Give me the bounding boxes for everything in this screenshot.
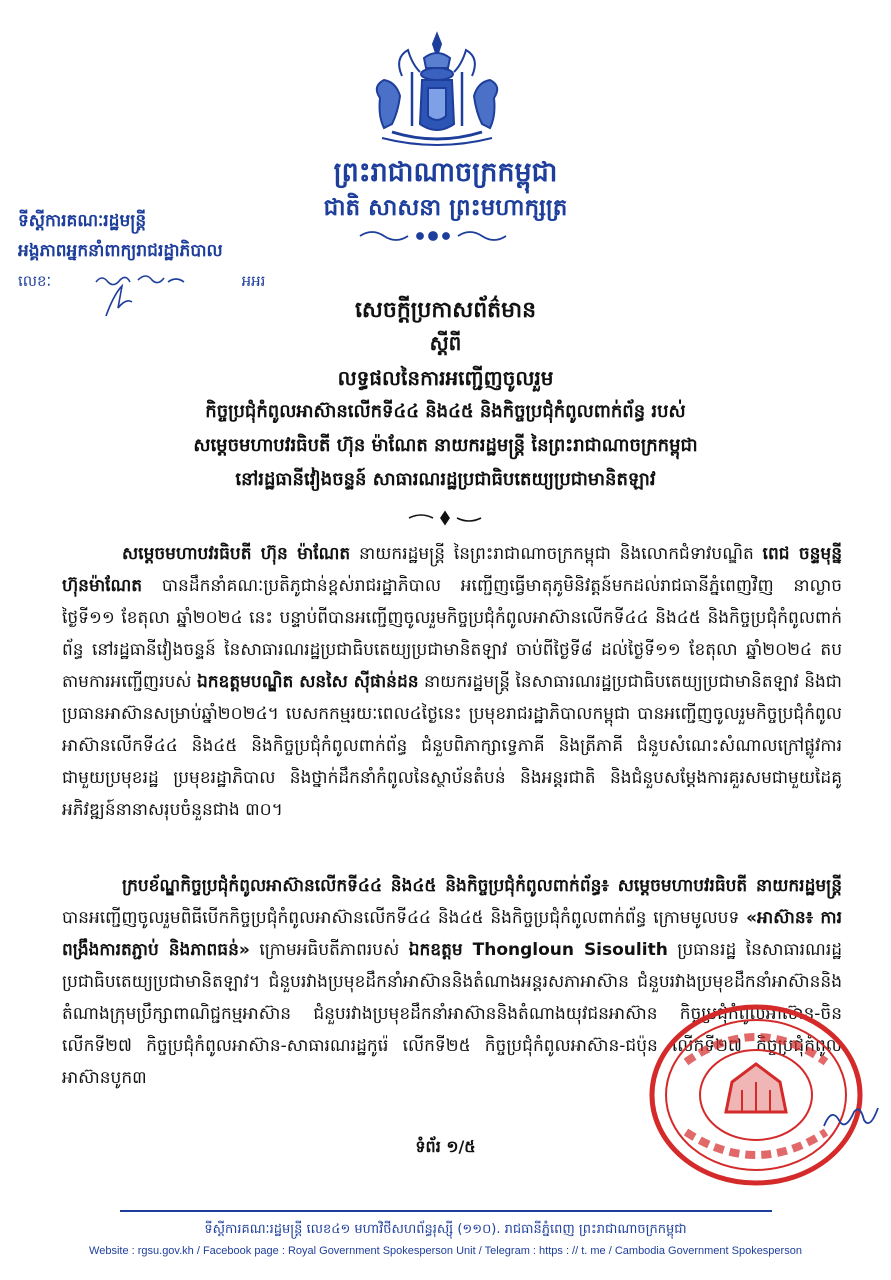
footer-address: ទីស្តីការគណៈរដ្ឋមន្ត្រី លេខ៤១ មហាវិថីសហព័ន្ធរុស្ស៊ី (១១០). រាជធានីភ្នំពេញ ព្រះរាជាណាចក្រកម្ពុជា: [204, 1222, 687, 1237]
body-paragraph-1: [62, 538, 842, 868]
p2-bold-2: «អាស៊ាន៖ ការពង្រឹងការតភ្ជាប់ និងភាពធន់»: [62, 908, 842, 960]
royal-coat-of-arms-icon: [362, 28, 512, 150]
title-divider-ornament-icon: [407, 510, 483, 526]
p2-bold-3: ឯកឧត្តម Thongloun Sisoulith: [408, 940, 668, 960]
footer-contact-links: Website : rgsu.gov.kh / Facebook page : Royal Government Spokesperson Unit / Telegram : https : // t. me / Cambodia Government Spokesperson: [89, 1245, 802, 1257]
reference-suffix: អអរ: [241, 272, 266, 290]
office-name: ទីស្តីការគណៈរដ្ឋមន្ត្រី: [18, 211, 147, 231]
footer-divider: [120, 1210, 772, 1212]
official-seal-stamp-icon: [646, 1002, 866, 1188]
p1-bold-1: សម្តេចមហាបវរធិបតី ហ៊ុន ម៉ាណែត: [122, 544, 351, 564]
document-title: សេចក្តីប្រកាសព័ត៌មាន: [354, 298, 537, 323]
p1-bold-2: ពេជ ចន្ទមុន្នី ហ៊ុនម៉ាណែត: [62, 544, 842, 596]
title-regarding: ស្តីពី: [429, 331, 462, 355]
p2-text-2: ក្រោមអធិបតីភាពរបស់: [249, 940, 409, 960]
kingdom-name: ព្រះរាជាណាចក្រកម្ពុជា: [333, 157, 558, 188]
unit-name: អង្គភាពអ្នកនាំពាក្យរាជរដ្ឋាភិបាល: [18, 241, 223, 261]
p2-text-3: ប្រធានរដ្ឋ នៃសាធារណរដ្ឋប្រជាធិបតេយ្យប្រជាមានិតឡាវ។ ជំនួបរវាងប្រមុខដឹកនាំអាស៊ាននិងតំណាងអន្តរសភាអាស៊ាន ជំនួបរវាងប្រមុខដឹកនាំអាស៊ាននិងតំណាងក្រុមប្រឹក្សាពាណិជ្ជកម្មអាស៊ាន ជំនួបរវាងប្រមុខដឹកនាំអាស៊ាននិងតំណាងយុវជនអាស៊ាន កិច្ចប្រជុំកំពូលអាស៊ាន-ចិន លើកទី២៧ កិច្ចប្រជុំកំពូលអាស៊ាន-សាធារណរដ្ឋកូរ៉េ លើកទី២៥ កិច្ចប្រជុំកំពូលអាស៊ាន-ជប៉ុន លើកទី២៧ កិច្ចប្រជុំកំពូលអាស៊ានបូក៣: [62, 940, 842, 1088]
motto-ornament-icon: [358, 228, 508, 244]
page-number: ទំព័រ ១/៥: [415, 1137, 476, 1156]
national-motto: ជាតិ សាសនា ព្រះមហាក្សត្រ: [323, 195, 568, 221]
reference-label: លេខៈ: [18, 272, 52, 290]
p1-bold-3: ឯកឧត្តមបណ្ឌិត សនសៃ ស៊ីផាន់ដន: [196, 672, 419, 692]
title-subject-line-2: កិច្ចប្រជុំកំពូលអាស៊ានលើកទី៤៤ និង៤៥ និងកិច្ចប្រជុំកំពូលពាក់ព័ន្ធ របស់: [205, 401, 686, 422]
p1-text-2: បានដឹកនាំគណៈប្រតិភូជាន់ខ្ពស់រាជរដ្ឋាភិបាល អញ្ជើញធ្វើមាតុភូមិនិវត្តន៍មកដល់រាជធានីភ្នំពេញវិញ នាល្ងាចថ្ងៃទី១១ ខែតុលា ឆ្នាំ២០២៤ នេះ បន្ទាប់ពីបានអញ្ជើញចូលរួមកិច្ចប្រជុំកំពូលអាស៊ានលើកទី៤៤ និង៤៥ និងកិច្ចប្រជុំកំពូលពាក់ព័ន្ធ នៅរដ្ឋធានីវៀងចន្ទន៍ នៃសាធារណរដ្ឋប្រជាធិបតេយ្យប្រជាមានិតឡាវ ចាប់ពីថ្ងៃទី៨ ដល់ថ្ងៃទី១១ ខែតុលា ឆ្នាំ២០២៤ តបតាមការអញ្ជើញរបស់: [62, 576, 842, 692]
signature-icon: [820, 1100, 882, 1134]
title-subject-line-3: សម្តេចមហាបវរធិបតី ហ៊ុន ម៉ាណែត នាយករដ្ឋមន្ត្រី នៃព្រះរាជាណាចក្រកម្ពុជា: [193, 435, 698, 456]
p1-text-3: នាយករដ្ឋមន្ត្រី នៃសាធារណរដ្ឋប្រជាធិបតេយ្យប្រជាមានិតឡាវ និងជាប្រធានអាស៊ានសម្រាប់ឆ្នាំ២០២៤។ បេសកកម្មរយៈពេល៤ថ្ងៃនេះ ប្រមុខរាជរដ្ឋាភិបាលកម្ពុជា បានអញ្ជើញចូលរួមកិច្ចប្រជុំកំពូលអាស៊ានលើកទី៤៤ និង៤៥ និងកិច្ចប្រជុំកំពូលពាក់ព័ន្ធ ជំនួបពិភាក្សាទ្វេភាគី និងត្រីភាគី ជំនួបសំណេះសំណាលក្រៅផ្លូវការជាមួយប្រមុខរដ្ឋ ប្រមុខរដ្ឋាភិបាល និងថ្នាក់ដឹកនាំកំពូលនៃស្ថាប័នតំបន់ និងអន្តរជាតិ និងជំនួបសម្តែងការគួរសមជាមួយដៃគូអភិវឌ្ឍន៍នានាសរុបចំនួនជាង ៣០។: [62, 672, 842, 820]
p2-text-1: បានអញ្ជើញចូលរួមពិធីបើកកិច្ចប្រជុំកំពូលអាស៊ានលើកទី៤៤ និង៤៥ និងកិច្ចប្រជុំកំពូលពាក់ព័ន្ធ ក្រោមមូលបទ: [62, 908, 747, 928]
p2-bold-1: ក្របខ័ណ្ឌកិច្ចប្រជុំកំពូលអាស៊ានលើកទី៤៤ និង៤៥ និងកិច្ចប្រជុំកំពូលពាក់ព័ន្ធ៖ សម្តេចមហាបវរធិបតី នាយករដ្ឋមន្ត្រី: [122, 876, 842, 896]
p1-text-1: នាយករដ្ឋមន្ត្រី នៃព្រះរាជាណាចក្រកម្ពុជា និងលោកជំទាវបណ្ឌិត: [350, 544, 763, 564]
title-subject-line-1: លទ្ធផលនៃការអញ្ជើញចូលរួម: [337, 366, 554, 390]
title-subject-line-4: នៅរដ្ឋធានីវៀងចន្ទន៍ សាធារណរដ្ឋប្រជាធិបតេយ្យប្រជាមានិតឡាវ: [235, 469, 656, 490]
